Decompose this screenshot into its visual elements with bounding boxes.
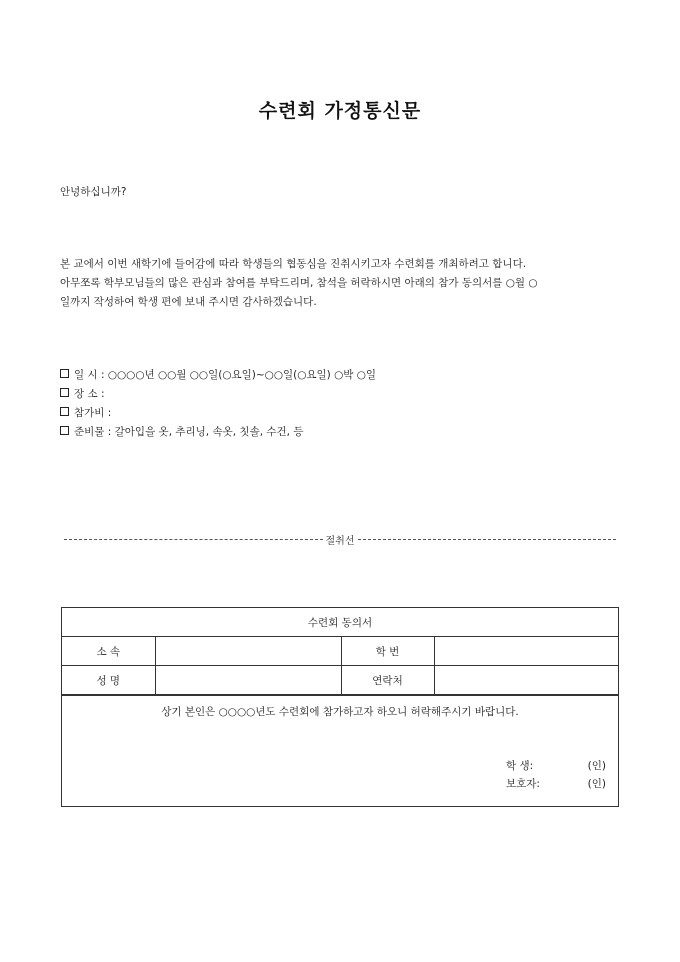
- document-title: 수련회 가정통신문: [258, 100, 422, 122]
- student-signature-label: 학 생:: [506, 760, 534, 772]
- detail-row-date: [60, 366, 376, 385]
- detail-row-fee: [60, 404, 376, 423]
- consent-row: [62, 666, 618, 695]
- contact-field[interactable]: [434, 666, 618, 695]
- dashed-line-right: [358, 539, 617, 540]
- detail-fee-text: 참가비 :: [74, 407, 112, 419]
- affiliation-field[interactable]: [155, 637, 341, 666]
- guardian-signature-line: [506, 776, 606, 791]
- checkbox-square-icon: [60, 369, 69, 378]
- checkbox-square-icon: [60, 407, 69, 416]
- student-stamp[interactable]: (인): [587, 760, 606, 772]
- dashed-line-left: [64, 539, 323, 540]
- consent-header-row: [62, 608, 618, 637]
- student-number-field[interactable]: [434, 637, 618, 666]
- event-details: [60, 366, 376, 442]
- consent-row: [62, 637, 618, 666]
- body-line: 본 교에서 이번 새학기에 들어감에 따라 학생들의 협동심을 진취시키고자 수련회를 개최하려고 합니다.: [60, 258, 527, 270]
- detail-row-place: [60, 385, 376, 404]
- cut-line: [64, 532, 616, 546]
- detail-row-supplies: [60, 423, 376, 442]
- consent-header: 수련회 동의서: [62, 608, 618, 637]
- body-paragraph: [60, 255, 625, 312]
- consent-statement: 상기 본인은 ○○○○년도 수련회에 참가하고자 하오니 허락해주시기 바랍니다.: [161, 706, 519, 718]
- contact-label: 연락처: [341, 666, 434, 695]
- student-number-label: 학 번: [341, 637, 434, 666]
- guardian-signature-label: 보호자:: [506, 778, 540, 790]
- consent-statement-box: [62, 695, 618, 806]
- body-line: 일까지 작성하여 학생 편에 보내 주시면 감사하겠습니다.: [60, 296, 317, 308]
- detail-supplies-text: 준비물 : 갈아입을 옷, 추리닝, 속옷, 칫솔, 수건, 등: [74, 426, 304, 438]
- name-field[interactable]: [155, 666, 341, 695]
- name-label: 성 명: [62, 666, 155, 695]
- guardian-stamp[interactable]: (인): [587, 778, 606, 790]
- cut-line-label: 절취선: [325, 535, 355, 547]
- affiliation-label: 소 속: [62, 637, 155, 666]
- greeting-text: 안녕하십니까?: [60, 186, 127, 198]
- detail-place-text: 장 소 :: [74, 388, 105, 400]
- consent-table: [62, 608, 618, 695]
- student-signature-line: [506, 758, 606, 773]
- body-line: 아무쪼록 학부모님들의 많은 관심과 참여를 부탁드리며, 참석을 허락하시면 아래의 참가 동의서를 ○월 ○: [60, 277, 538, 289]
- consent-form: [61, 607, 619, 807]
- detail-date-text: 일 시 : ○○○○년 ○○월 ○○일(○요일)~○○일(○요일) ○박 ○일: [74, 369, 377, 381]
- checkbox-square-icon: [60, 388, 69, 397]
- checkbox-square-icon: [60, 426, 69, 435]
